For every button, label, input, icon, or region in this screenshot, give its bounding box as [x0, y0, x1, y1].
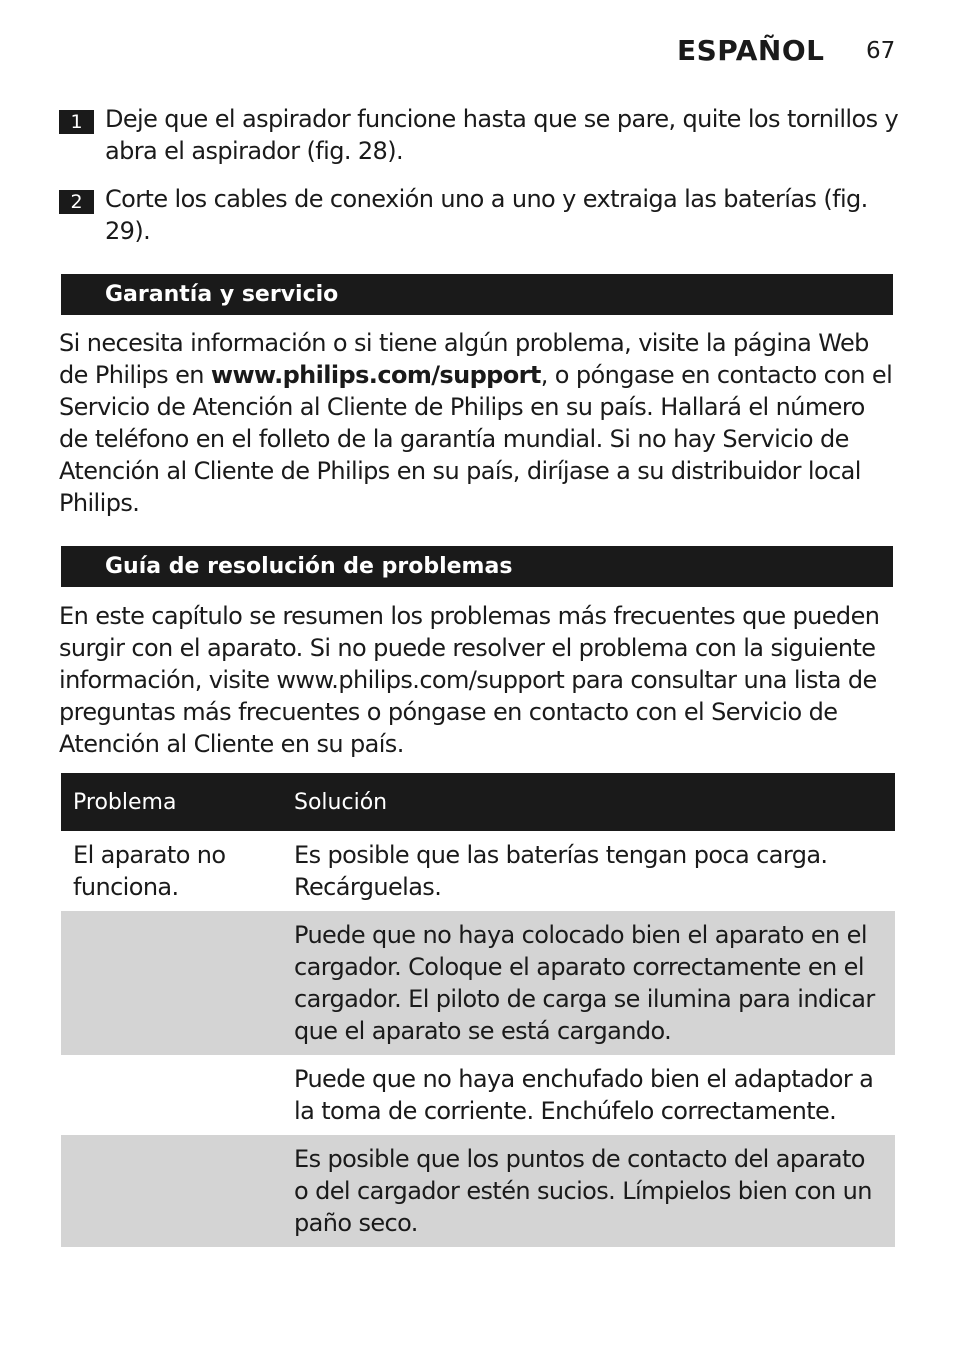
warranty-paragraph: [59, 327, 899, 519]
solution-cell: Es posible que las baterías tengan poca carga. Recárguelas.: [294, 841, 828, 901]
support-link[interactable]: www.philips.com/support: [210, 361, 541, 389]
table-header-row: [61, 773, 895, 831]
table-row: [61, 911, 895, 1055]
step-2: [59, 183, 899, 247]
warranty-text-after: , o póngase en contacto con el Servicio de Atención al Cliente de Philips en su país. Hallará el número de teléfono en el folleto de la garantía mundial. Si no hay Servicio de Atención al Cliente de Philips en su país, diríjase a su distribuidor local Philips.: [59, 361, 893, 517]
step-number: 2: [59, 190, 94, 214]
table-row: [61, 1055, 895, 1135]
solution-cell: Es posible que los puntos de contacto del aparato o del cargador estén sucios. Límpielos bien con un paño seco.: [282, 1135, 895, 1247]
section-heading-troubleshooting: Guía de resolución de problemas: [61, 546, 893, 587]
section-heading-warranty: Garantía y servicio: [61, 274, 893, 315]
problem-cell: [61, 911, 282, 1055]
step-text: Corte los cables de conexión uno a uno y extraiga las baterías (fig. 29).: [105, 185, 868, 245]
troubleshooting-table: [61, 773, 895, 1247]
step-text: Deje que el aspirador funcione hasta que se pare, quite los tornillos y abra el aspirador (fig. 28).: [105, 105, 899, 165]
problem-cell: [61, 1135, 282, 1247]
step-1: [59, 103, 899, 167]
warranty-text-before: Si necesita información o si tiene algún problema, visite la página Web de Philips en: [59, 329, 869, 389]
column-header-solution: Solución: [282, 773, 895, 831]
solution-cell: Puede que no haya colocado bien el aparato en el cargador. Coloque el aparato correctamente en el cargador. El piloto de carga se ilumina para indicar que el aparato se está cargando.: [282, 911, 895, 1055]
page-number: 67: [866, 38, 896, 64]
table-row: [61, 1135, 895, 1247]
column-header-problem: Problema: [61, 773, 282, 831]
problem-cell: El aparato no funciona.: [73, 841, 226, 901]
solution-cell: Puede que no haya enchufado bien el adaptador a la toma de corriente. Enchúfelo correctamente.: [294, 1065, 874, 1125]
problem-cell: [61, 1055, 282, 1135]
table-row: [61, 831, 895, 911]
language-label: ESPAÑOL: [677, 34, 825, 67]
step-number: 1: [59, 110, 94, 134]
troubleshooting-intro: En este capítulo se resumen los problemas más frecuentes que pueden surgir con el aparato. Si no puede resolver el problema con la siguiente información, visite www.philips.com/support para consultar una lista de preguntas más frecuentes o póngase en contacto con el Servicio de Atención al Cliente en su país.: [59, 602, 880, 758]
